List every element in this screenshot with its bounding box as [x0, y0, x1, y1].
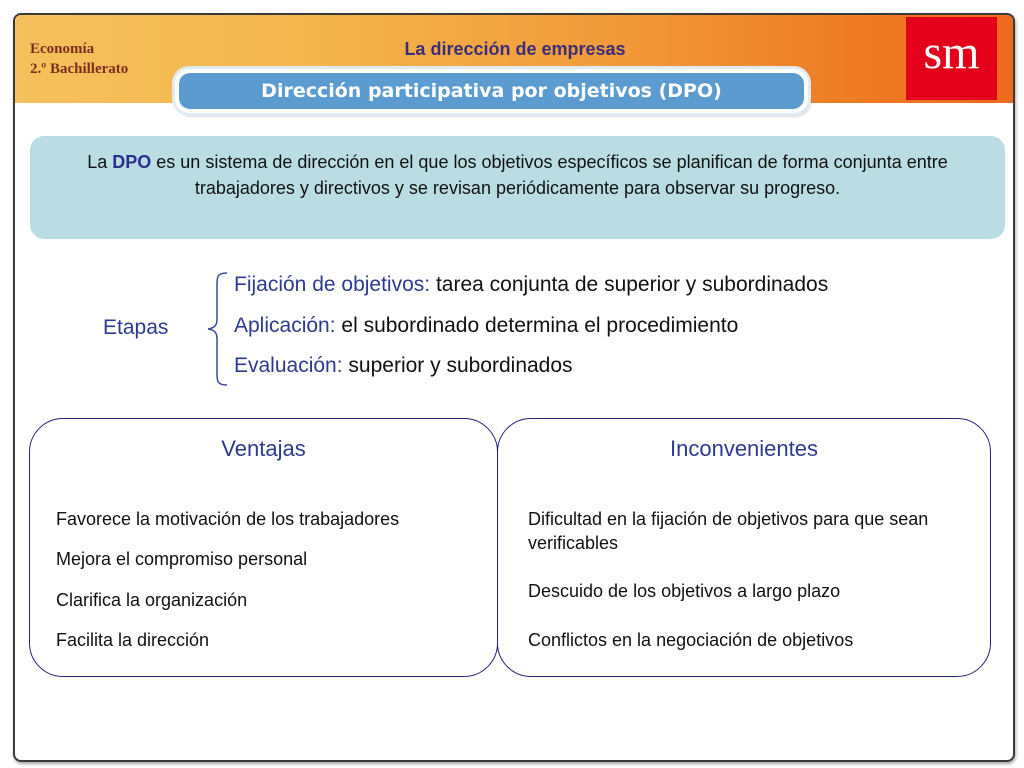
logo-text: sm: [923, 26, 980, 79]
subtitle-banner: [175, 69, 808, 113]
stage-desc: tarea conjunta de superior y subordinados: [430, 273, 829, 296]
disadvantage-item: Descuido de los objetivos a largo plazo: [528, 581, 841, 601]
disadvantages-card: [497, 418, 991, 677]
brace-icon: [201, 271, 231, 387]
stage-term: Fijación de objetivos:: [234, 273, 431, 296]
definition-rest: es un sistema de dirección en el que los objetivos específicos se planifican de forma conjunta entre trabajadores y directivos y se revisan periódicamente para observar su progreso.: [151, 152, 948, 198]
stage-desc: superior y subordinados: [342, 354, 573, 377]
stage-item-evaluacion: [234, 354, 573, 378]
subject-label: [30, 39, 128, 79]
advantages-title: Ventajas: [221, 436, 306, 461]
subject-line-1: Economía: [30, 41, 95, 57]
definition-box: [30, 136, 1005, 239]
subtitle-banner-inner: [179, 73, 804, 109]
advantage-item: Favorece la motivación de los trabajadores: [56, 509, 400, 529]
sm-logo: [906, 17, 997, 100]
stage-term: Evaluación:: [234, 354, 343, 377]
disadvantages-title: Inconvenientes: [670, 436, 818, 461]
slide: [13, 13, 1015, 762]
disadvantage-item: Dificultad en la fijación de objetivos para que sean verificables: [528, 509, 929, 553]
stage-term: Aplicación:: [234, 314, 336, 337]
advantage-item: Clarifica la organización: [56, 590, 248, 610]
definition-highlight: DPO: [112, 152, 152, 172]
disadvantage-item: Conflictos en la negociación de objetivos: [528, 630, 854, 650]
stage-item-aplicacion: [234, 314, 738, 338]
stages-label: Etapas: [103, 316, 169, 339]
advantages-card: [29, 418, 498, 677]
page-title: La dirección de empresas: [404, 39, 626, 59]
advantage-item: Facilita la dirección: [56, 630, 210, 650]
definition-prefix: La: [87, 152, 113, 172]
stage-desc: el subordinado determina el procedimiento: [335, 314, 739, 337]
definition-text: [42, 149, 993, 201]
subtitle-text: Dirección participativa por objetivos (DPO): [261, 80, 722, 102]
advantage-item: Mejora el compromiso personal: [56, 549, 308, 569]
stage-item-fijacion: [234, 273, 828, 297]
subject-line-2: 2.º Bachillerato: [30, 61, 129, 77]
